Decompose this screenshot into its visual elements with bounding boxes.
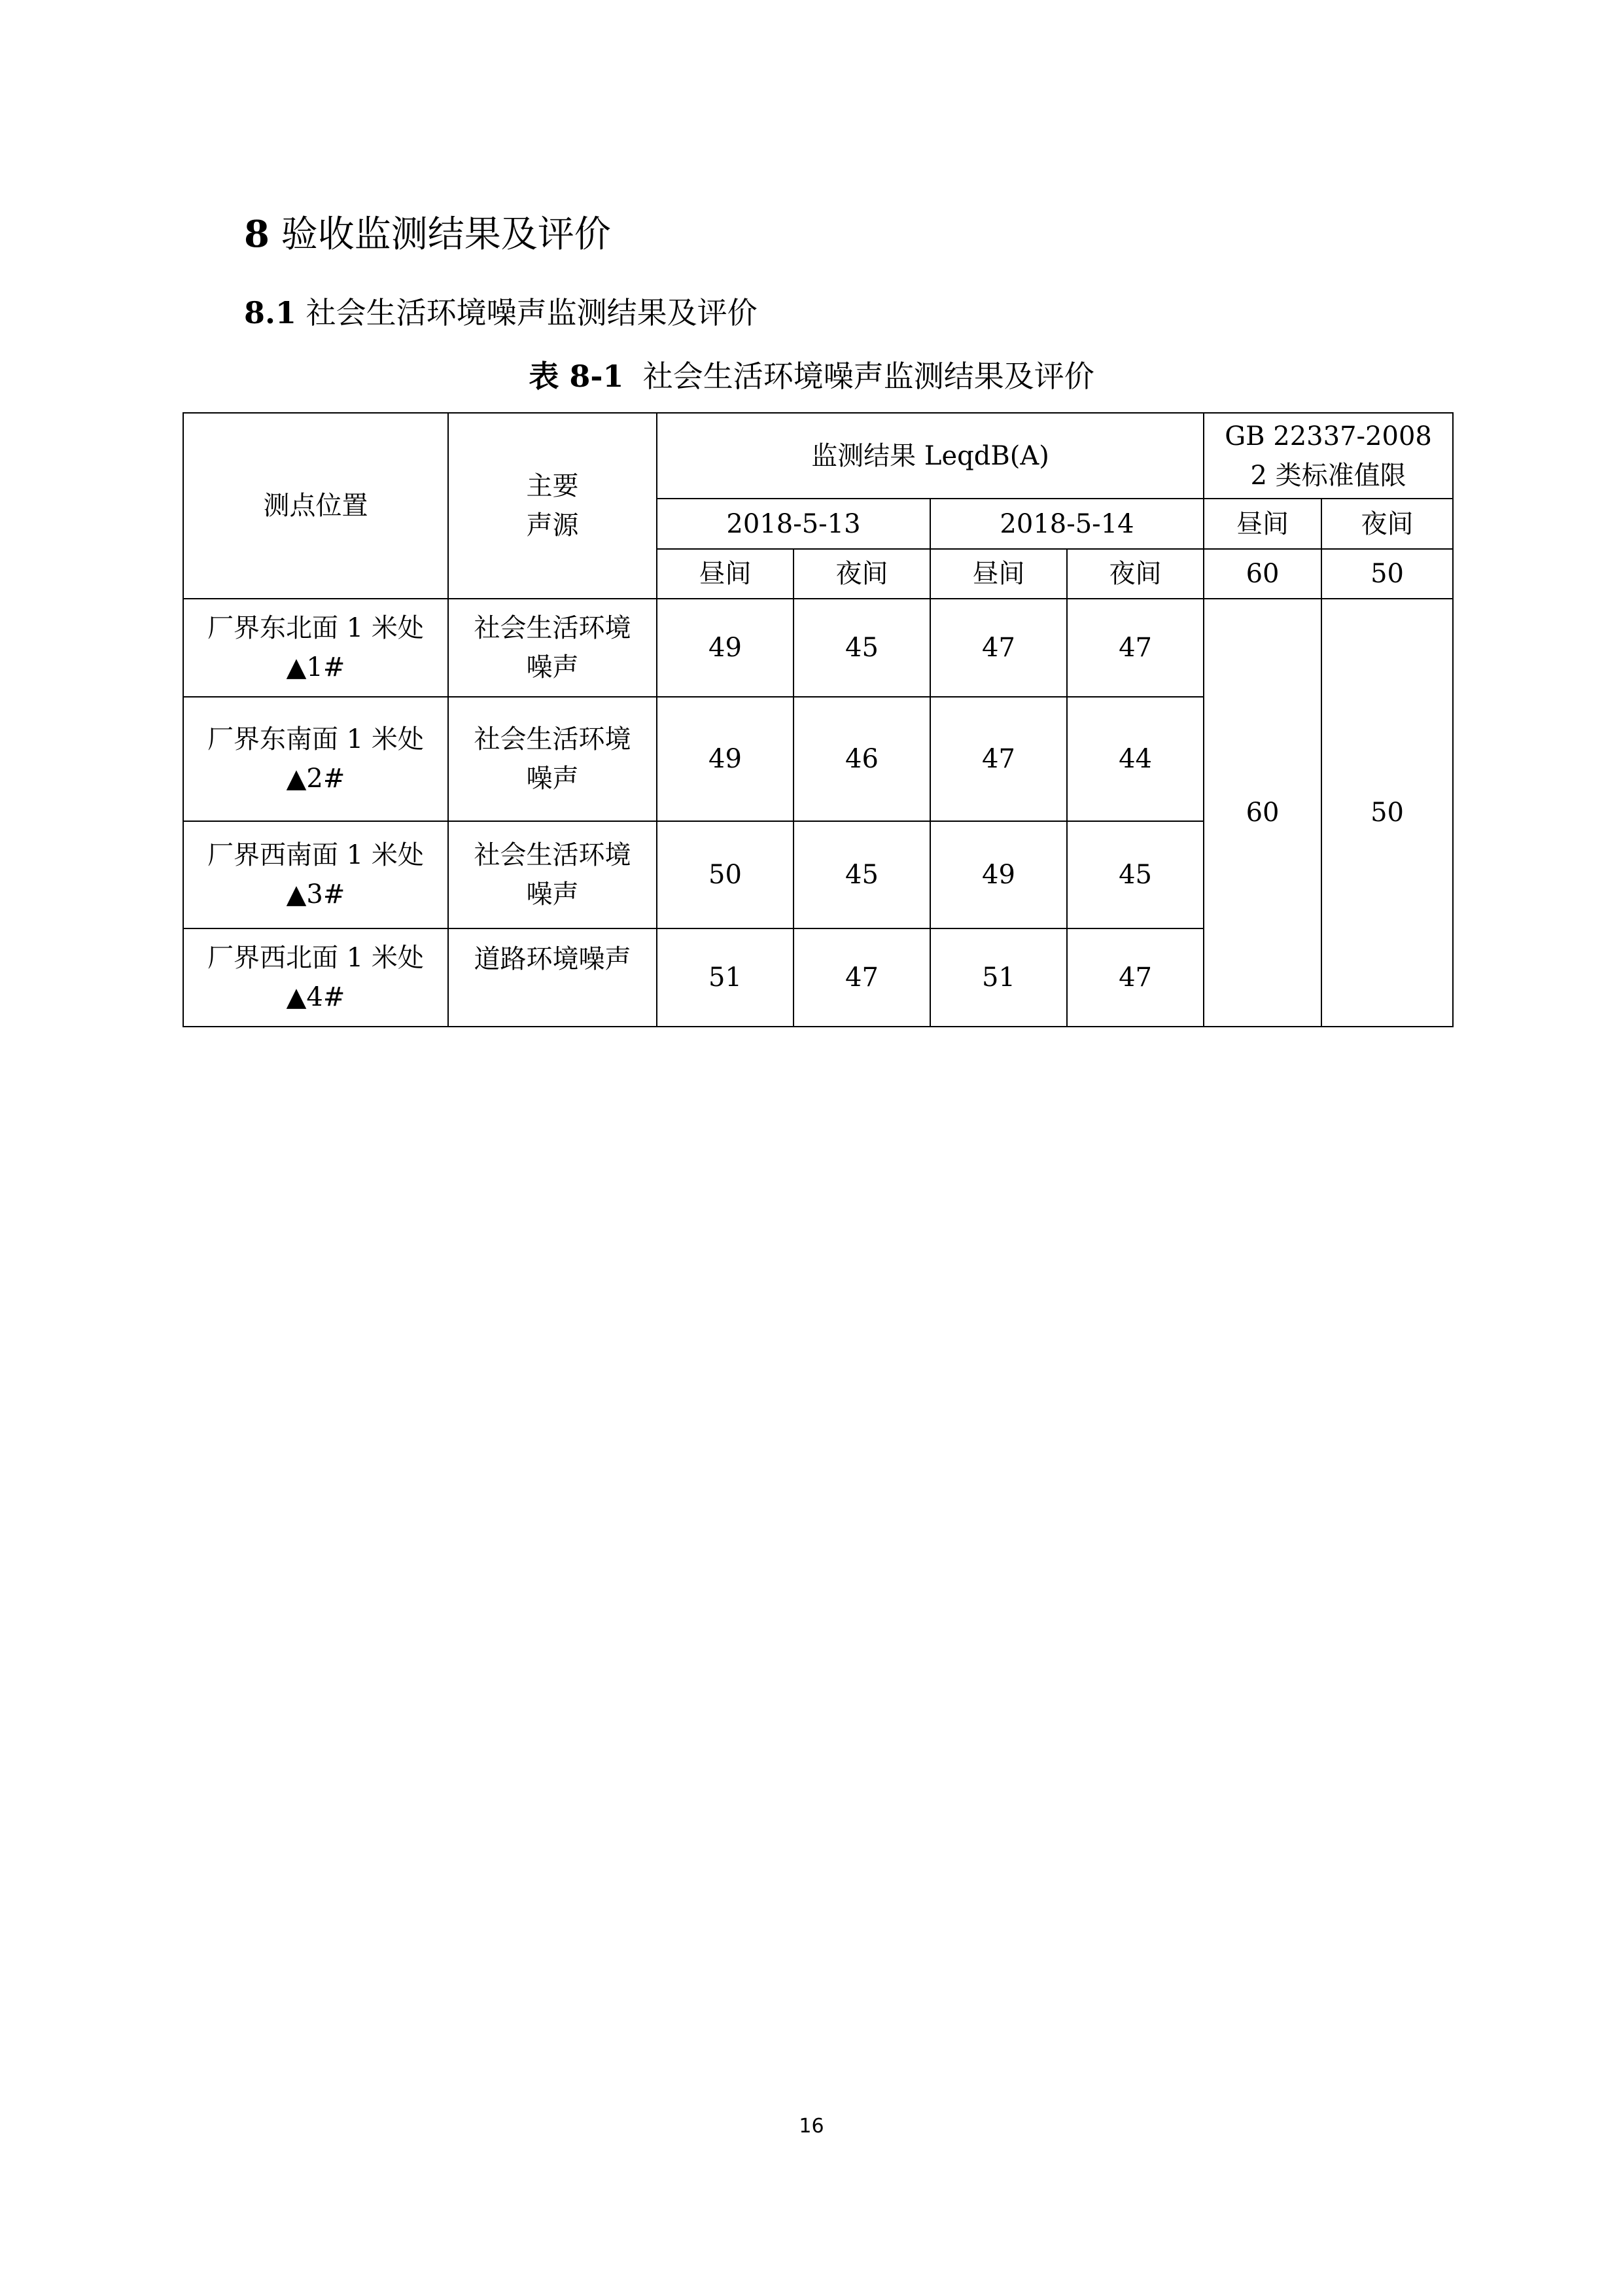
row-d2-day: 47 [930, 599, 1067, 697]
row-location: 厂界西北面 1 米处 ▲4# [183, 928, 448, 1027]
header-d2-day: 昼间 [930, 549, 1067, 599]
table-row [183, 599, 1453, 697]
row-source: 社会生活环境 噪声 [448, 697, 657, 821]
subsection-title: 社会生活环境噪声监测结果及评价 [305, 295, 758, 330]
row-location: 厂界西南面 1 米处 ▲3# [183, 821, 448, 928]
row-d2-day: 47 [930, 697, 1067, 821]
header-std-night: 夜间 [1321, 499, 1453, 549]
header-row-1 [183, 413, 1453, 499]
row-d1-day: 49 [657, 599, 794, 697]
page-number: 16 [799, 2115, 824, 2138]
header-date-1: 2018-5-13 [657, 499, 930, 549]
header-source: 主要 声源 [448, 413, 657, 599]
table-caption [0, 357, 1623, 396]
row-source: 道路环境噪声 [448, 928, 657, 1027]
row-d2-night: 44 [1067, 697, 1204, 821]
row-d2-day: 49 [930, 821, 1067, 928]
row-d1-night: 45 [794, 821, 930, 928]
row-d2-night: 47 [1067, 928, 1204, 1027]
header-results: 监测结果 LeqdB(A) [657, 413, 1204, 499]
row-d2-night: 47 [1067, 599, 1204, 697]
subsection-heading [244, 293, 758, 332]
header-date-2: 2018-5-14 [930, 499, 1204, 549]
header-standard: GB 22337-2008 2 类标准值限 [1204, 413, 1453, 499]
header-std-day: 昼间 [1204, 499, 1321, 549]
row-d1-night: 45 [794, 599, 930, 697]
header-std-day-value: 60 [1204, 549, 1321, 599]
section-number: 8 [244, 213, 270, 256]
row-d1-day: 50 [657, 821, 794, 928]
header-std-night-value: 50 [1321, 549, 1453, 599]
subsection-number: 8.1 [244, 295, 297, 330]
row-source: 社会生活环境 噪声 [448, 821, 657, 928]
header-d1-night: 夜间 [794, 549, 930, 599]
row-d1-night: 47 [794, 928, 930, 1027]
section-title: 验收监测结果及评价 [281, 213, 611, 256]
row-d1-day: 51 [657, 928, 794, 1027]
limit-day: 60 [1204, 599, 1321, 1027]
table-caption-prefix: 表 8-1 [529, 359, 624, 394]
header-location: 测点位置 [183, 413, 448, 599]
row-d2-night: 45 [1067, 821, 1204, 928]
noise-results-table [183, 412, 1454, 1027]
row-location: 厂界东北面 1 米处 ▲1# [183, 599, 448, 697]
row-d1-day: 49 [657, 697, 794, 821]
row-source: 社会生活环境 噪声 [448, 599, 657, 697]
row-d2-day: 51 [930, 928, 1067, 1027]
limit-night: 50 [1321, 599, 1453, 1027]
header-d2-night: 夜间 [1067, 549, 1204, 599]
section-heading [244, 211, 611, 258]
header-d1-day: 昼间 [657, 549, 794, 599]
table-caption-text: 社会生活环境噪声监测结果及评价 [642, 359, 1094, 394]
row-location: 厂界东南面 1 米处 ▲2# [183, 697, 448, 821]
row-d1-night: 46 [794, 697, 930, 821]
